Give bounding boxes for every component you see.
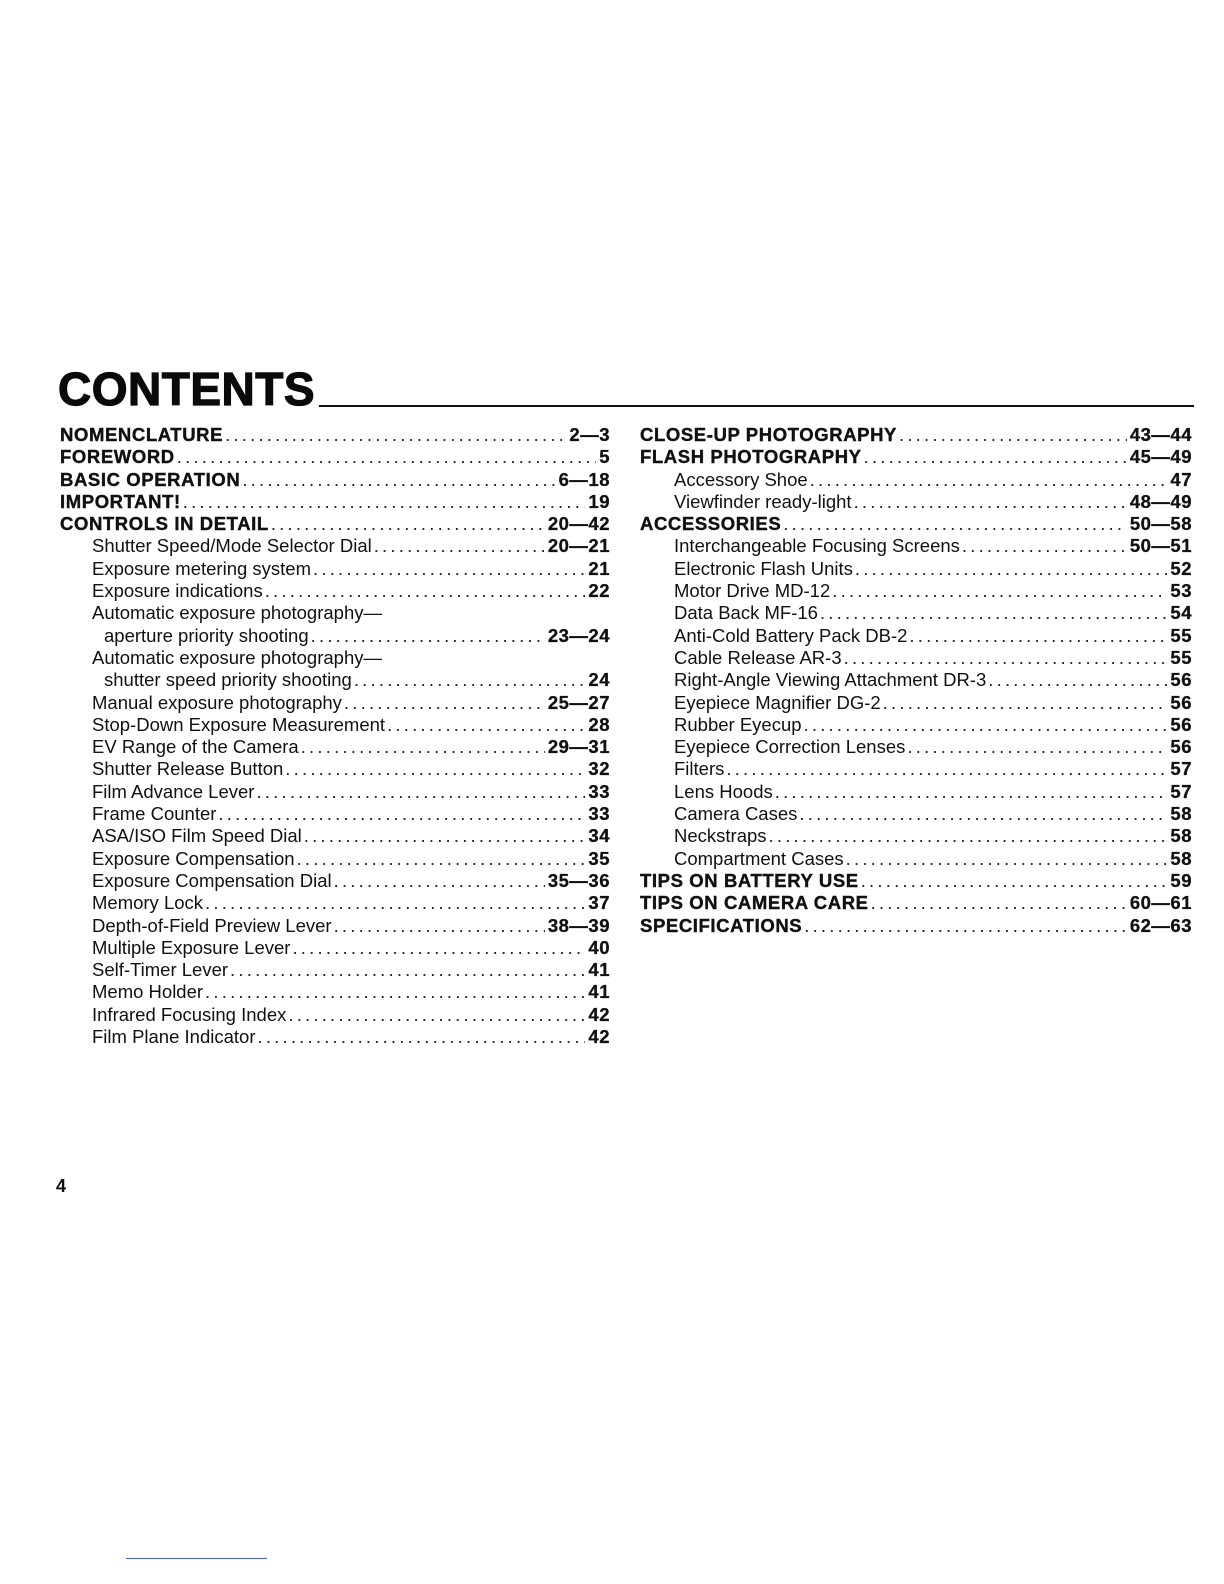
toc-entry[interactable] xyxy=(640,892,1192,914)
toc-subentry[interactable] xyxy=(60,848,610,870)
toc-subentry[interactable] xyxy=(60,915,610,937)
dot-leader xyxy=(334,915,545,937)
toc-subentry[interactable] xyxy=(640,535,1192,557)
toc-entry-page: 52 xyxy=(1170,557,1192,579)
toc-entry-page: 20—42 xyxy=(547,513,610,535)
page-title: CONTENTS xyxy=(58,363,315,415)
toc-entry-label: Manual exposure photography xyxy=(92,691,342,713)
toc-entry-label: aperture priority shooting xyxy=(104,624,309,646)
toc-entry[interactable] xyxy=(640,513,1192,535)
toc-subentry[interactable] xyxy=(640,714,1192,736)
dot-leader xyxy=(311,625,545,647)
toc-entry-page: 25—27 xyxy=(547,691,610,713)
toc-entry-label: Shutter Release Button xyxy=(92,758,284,780)
toc-entry-page: 29—31 xyxy=(547,736,610,758)
dot-leader xyxy=(871,892,1127,914)
toc-subentry[interactable] xyxy=(60,892,610,914)
toc-entry-page: 19 xyxy=(588,490,610,512)
toc-entry-label: Interchangeable Focusing Screens xyxy=(674,535,960,557)
toc-subentry[interactable] xyxy=(640,736,1192,758)
toc-subentry[interactable] xyxy=(60,1026,610,1048)
dot-leader xyxy=(285,758,585,780)
toc-entry-page: 54 xyxy=(1170,602,1192,624)
toc-entry-label: CLOSE-UP PHOTOGRAPHY xyxy=(640,424,897,445)
dot-leader xyxy=(820,602,1167,624)
dot-leader xyxy=(783,513,1127,535)
dot-leader xyxy=(804,915,1127,937)
toc-subentry[interactable] xyxy=(60,803,610,825)
toc-entry-label: Frame Counter xyxy=(92,803,217,825)
toc-entry-label: TIPS ON CAMERA CARE xyxy=(640,892,869,914)
toc-entry-label: EV Range of the Camera xyxy=(92,736,299,758)
toc-entry-page: 35 xyxy=(588,847,610,869)
toc-subentry-heading: Automatic exposure photography— xyxy=(92,646,383,668)
toc-entry-page: 55 xyxy=(1170,624,1192,646)
toc-entry-page: 50—58 xyxy=(1129,513,1192,535)
toc-subentry[interactable] xyxy=(60,959,610,981)
dot-leader xyxy=(271,513,545,535)
toc-entry[interactable] xyxy=(60,424,610,446)
toc-entry-label: Exposure indications xyxy=(92,580,263,602)
dot-leader xyxy=(288,1004,585,1026)
toc-entry-label: NOMENCLATURE xyxy=(60,424,224,445)
toc-subentry[interactable] xyxy=(60,937,610,959)
toc-entry-page: 40 xyxy=(588,936,610,958)
dot-leader xyxy=(218,803,585,825)
dot-leader xyxy=(257,1026,585,1048)
toc-subentry[interactable] xyxy=(60,736,610,758)
toc-entry-page: 60—61 xyxy=(1129,892,1192,914)
toc-subentry[interactable] xyxy=(640,848,1192,870)
page-number: 4 xyxy=(56,1176,67,1196)
toc-entry-page: 42 xyxy=(588,1003,610,1025)
dot-leader xyxy=(861,870,1168,892)
toc-subentry[interactable] xyxy=(640,825,1192,847)
toc-entry-label: Data Back MF-16 xyxy=(674,602,818,624)
toc-entry[interactable] xyxy=(60,469,610,491)
toc-entry-page: 22 xyxy=(588,580,610,602)
toc-entry-page: 58 xyxy=(1170,825,1192,847)
dot-leader xyxy=(962,535,1127,557)
toc-entry-page: 28 xyxy=(588,713,610,735)
toc-entry-page: 24 xyxy=(588,669,610,691)
toc-entry-page: 33 xyxy=(588,803,610,825)
toc-entry-label: Electronic Flash Units xyxy=(674,557,853,579)
toc-entry-label: Right-Angle Viewing Attachment DR-3 xyxy=(674,669,987,691)
toc-entry[interactable] xyxy=(60,491,610,513)
toc-entry-page: 50—51 xyxy=(1129,535,1192,557)
toc-entry-label: Depth-of-Field Preview Lever xyxy=(92,914,332,936)
toc-entry-label: TIPS ON BATTERY USE xyxy=(640,869,859,891)
toc-entry-page: 53 xyxy=(1170,580,1192,602)
toc-subentry[interactable] xyxy=(640,491,1192,513)
dot-leader xyxy=(205,892,585,914)
toc-entry-page: 62—63 xyxy=(1129,914,1192,936)
toc-entry-page: 43—44 xyxy=(1129,424,1192,445)
toc-subentry[interactable] xyxy=(60,714,610,736)
dot-leader xyxy=(988,669,1167,691)
toc-entry-page: 58 xyxy=(1170,803,1192,825)
dot-leader xyxy=(799,803,1167,825)
toc-entry-label: Infrared Focusing Index xyxy=(92,1003,287,1025)
toc-subentry[interactable] xyxy=(60,981,610,1003)
dot-leader xyxy=(177,446,596,468)
dot-leader xyxy=(374,535,545,557)
dot-leader xyxy=(775,781,1168,803)
toc-entry-label: Lens Hoods xyxy=(674,780,773,802)
toc-subentry[interactable] xyxy=(640,781,1192,803)
toc-entry-label: Exposure Compensation Dial xyxy=(92,869,332,891)
toc-entry-label: Cable Release AR-3 xyxy=(674,646,842,668)
dot-leader xyxy=(334,870,545,892)
toc-subentry[interactable] xyxy=(640,647,1192,669)
dot-leader xyxy=(292,937,585,959)
toc-entry-page: 35—36 xyxy=(547,869,610,891)
toc-entry-page: 56 xyxy=(1170,713,1192,735)
toc-subentry[interactable] xyxy=(640,602,1192,624)
dot-leader xyxy=(909,625,1167,647)
dot-leader xyxy=(769,825,1168,847)
toc-entry-label: Viewfinder ready-light xyxy=(674,490,852,512)
toc-entry-page: 33 xyxy=(588,780,610,802)
toc-subentry[interactable] xyxy=(60,625,610,647)
dot-leader xyxy=(230,959,585,981)
toc-entry-page: 55 xyxy=(1170,646,1192,668)
dot-leader xyxy=(846,848,1168,870)
footer-rule xyxy=(126,1558,267,1559)
dot-leader xyxy=(804,714,1168,736)
toc-entry-page: 56 xyxy=(1170,669,1192,691)
toc-subentry[interactable] xyxy=(60,870,610,892)
toc-entry-page: 38—39 xyxy=(547,914,610,936)
dot-leader xyxy=(301,736,545,758)
toc-entry-label: CONTROLS IN DETAIL xyxy=(60,513,269,535)
toc-entry-page: 59 xyxy=(1170,869,1192,891)
toc-subentry[interactable] xyxy=(640,580,1192,602)
toc-subentry[interactable] xyxy=(60,558,610,580)
dot-leader xyxy=(225,424,566,446)
toc-entry-page: 48—49 xyxy=(1129,490,1192,512)
toc-entry-label: Multiple Exposure Lever xyxy=(92,936,291,958)
toc-entry-label: Eyepiece Correction Lenses xyxy=(674,736,906,758)
toc-subentry[interactable] xyxy=(640,469,1192,491)
toc-entry-page: 5 xyxy=(599,446,610,468)
toc-entry-page: 2—3 xyxy=(569,424,610,445)
toc-entry-page: 23—24 xyxy=(547,624,610,646)
toc-subentry[interactable] xyxy=(640,803,1192,825)
toc-entry[interactable] xyxy=(60,513,610,535)
dot-leader xyxy=(855,558,1168,580)
toc-right-column xyxy=(640,424,1192,937)
toc-entry-page: 57 xyxy=(1170,758,1192,780)
dot-leader xyxy=(313,558,585,580)
dot-leader xyxy=(304,825,586,847)
dot-leader xyxy=(183,491,586,513)
toc-entry-label: Filters xyxy=(674,758,725,780)
dot-leader xyxy=(242,469,555,491)
toc-entry-label: Camera Cases xyxy=(674,803,798,825)
toc-entry[interactable] xyxy=(640,446,1192,468)
toc-entry-label: Motor Drive MD-12 xyxy=(674,580,831,602)
toc-entry-page: 56 xyxy=(1170,736,1192,758)
toc-entry-label: shutter speed priority shooting xyxy=(104,669,352,691)
contents-header xyxy=(58,356,1194,415)
dot-leader xyxy=(810,469,1168,491)
toc-entry-page: 41 xyxy=(588,981,610,1003)
toc-entry-label: Self-Timer Lever xyxy=(92,959,229,981)
toc-entry-label: Film Advance Lever xyxy=(92,780,255,802)
toc-entry-page: 34 xyxy=(588,825,610,847)
dot-leader xyxy=(844,647,1168,669)
toc-entry-page: 21 xyxy=(588,557,610,579)
toc-subentry[interactable] xyxy=(60,1004,610,1026)
toc-entry-page: 6—18 xyxy=(558,468,610,490)
dot-leader xyxy=(297,848,586,870)
toc-subentry[interactable] xyxy=(60,580,610,602)
toc-subentry[interactable] xyxy=(60,669,610,691)
toc-entry-page: 56 xyxy=(1170,691,1192,713)
toc-subentry[interactable] xyxy=(640,558,1192,580)
toc-entry-label: Neckstraps xyxy=(674,825,767,847)
dot-leader xyxy=(899,424,1127,446)
dot-leader xyxy=(387,714,585,736)
toc-subentry[interactable] xyxy=(640,692,1192,714)
toc-subentry[interactable] xyxy=(640,669,1192,691)
toc-entry-page: 32 xyxy=(588,758,610,780)
dot-leader xyxy=(726,758,1167,780)
toc-subentry[interactable] xyxy=(60,692,610,714)
toc-entry-label: Rubber Eyecup xyxy=(674,713,802,735)
toc-entry-label: Stop-Down Exposure Measurement xyxy=(92,713,386,735)
toc-entry-page: 41 xyxy=(588,959,610,981)
toc-entry-label: ASA/ISO Film Speed Dial xyxy=(92,825,302,847)
toc-entry-label: Exposure Compensation xyxy=(92,847,295,869)
toc-entry-label: IMPORTANT! xyxy=(60,490,181,512)
toc-entry-label: Film Plane Indicator xyxy=(92,1026,256,1048)
toc-entry-page: 37 xyxy=(588,892,610,914)
toc-entry-page: 42 xyxy=(588,1026,610,1048)
toc-entry-page: 45—49 xyxy=(1129,446,1192,468)
toc-subentry[interactable] xyxy=(640,758,1192,780)
toc-entry-label: FLASH PHOTOGRAPHY xyxy=(640,446,862,468)
toc-entry-label: Shutter Speed/Mode Selector Dial xyxy=(92,535,372,557)
toc-entry-label: Memo Holder xyxy=(92,981,204,1003)
toc-entry-page: 20—21 xyxy=(547,535,610,557)
toc-subentry[interactable] xyxy=(640,625,1192,647)
toc-entry[interactable] xyxy=(640,424,1192,446)
toc-entry[interactable] xyxy=(640,870,1192,892)
dot-leader xyxy=(854,491,1127,513)
toc-entry-page: 47 xyxy=(1170,468,1192,490)
toc-entry-label: BASIC OPERATION xyxy=(60,468,241,490)
dot-leader xyxy=(256,781,585,803)
toc-entry-label: Memory Lock xyxy=(92,892,204,914)
dot-leader xyxy=(883,692,1168,714)
dot-leader xyxy=(907,736,1167,758)
toc-entry-label: Exposure metering system xyxy=(92,557,312,579)
title-rule xyxy=(319,405,1194,407)
toc-entry-label: Compartment Cases xyxy=(674,847,844,869)
dot-leader xyxy=(832,580,1167,602)
toc-entry-label: Accessory Shoe xyxy=(674,468,808,490)
dot-leader xyxy=(354,669,586,691)
toc-entry-label: Eyepiece Magnifier DG-2 xyxy=(674,691,881,713)
dot-leader xyxy=(344,692,545,714)
toc-subentry[interactable] xyxy=(60,825,610,847)
dot-leader xyxy=(265,580,586,602)
toc-entry-page: 57 xyxy=(1170,780,1192,802)
toc-subentry[interactable] xyxy=(60,758,610,780)
toc-entry[interactable] xyxy=(640,915,1192,937)
toc-subentry[interactable] xyxy=(60,535,610,557)
toc-entry-label: Anti-Cold Battery Pack DB-2 xyxy=(674,624,908,646)
toc-entry-label: ACCESSORIES xyxy=(640,513,782,535)
toc-entry-label: SPECIFICATIONS xyxy=(640,914,803,936)
dot-leader xyxy=(205,981,585,1003)
toc-subentry-heading: Automatic exposure photography— xyxy=(92,602,383,624)
dot-leader xyxy=(864,446,1127,468)
toc-entry-page: 58 xyxy=(1170,847,1192,869)
toc-left-column xyxy=(60,424,610,1048)
toc-subentry[interactable] xyxy=(60,781,610,803)
toc-entry[interactable] xyxy=(60,446,610,468)
toc-entry-label: FOREWORD xyxy=(60,446,175,468)
